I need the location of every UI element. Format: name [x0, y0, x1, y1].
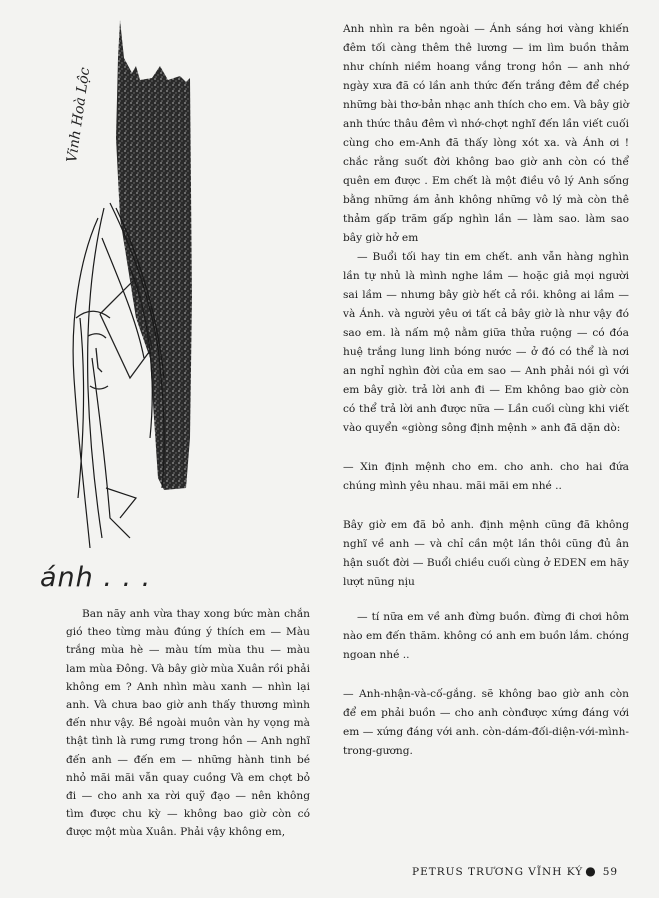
bullet-icon: ●: [585, 864, 597, 878]
right-paragraph-1: Anh nhìn ra bên ngoài — Ánh sáng hơi vàng khiến đêm tối càng thêm thê lương — im lìm buồn thảm như chính niềm hoang vắng trong hồn — anh nhớ ngày xưa đã có lần anh thức đến trắng đêm để chép những bài thơ-bản nhạc anh thích cho em. Và bây giờ anh thức thâu đêm vì nhớ-chợt nghĩ đến lần viết cuối cùng cho em-Anh đã thấy lòng xót xa. và Ánh ơi ! chắc rằng suốt đời không bao giờ anh còn có thể quên em được . Em chết là một điều vô lý Anh sống bằng những ám ảnh không những vô lý mà còn thê thảm gấp trăm gấp nghìn lần — làm sao. làm sao bây giờ hở em: [343, 23, 629, 244]
footer-author: PETRUS TRƯƠNG VĨNH KÝ: [412, 866, 584, 878]
dark-texture-shape: [116, 20, 192, 490]
page-footer: [412, 864, 644, 878]
left-column-text: [66, 605, 310, 842]
left-paragraph: Ban nãy anh vừa thay xong bức màn chắn gió theo từng màu đúng ý thích em — Màu trắng mùa hè — màu tím mùa thu — màu lam mùa Đông. Và bây giờ mùa Xuân rồi phải không em ? Anh nhìn màu xanh — nhìn lại anh. Và chưa bao giờ anh thấy thương mình đến như vậy. Bề ngoài muôn vàn hy vọng mà thật tình là rưng rưng trong hồn — Anh nghĩ đến anh — đến em — những hành tinh bé nhỏ mãi mãi vẫn quay cuồng Và em chợt bỏ đi — cho anh xa rời quỹ đạo — nên không tìm được chu kỳ — không bao giờ còn có được một mùa Xuân. Phải vậy không em,: [66, 608, 310, 839]
page-number: 59: [602, 866, 619, 878]
right-paragraph-6: — Anh-nhận-và-cố-gắng. sẽ không bao giờ anh còn để em phải buồn — cho anh cònđược xứng đáng với em — xứng đáng với anh. còn-dám-đối-diện-với-mình-trong-gương.: [343, 688, 629, 757]
article-title: ánh . . .: [40, 562, 152, 593]
right-paragraph-5: — tí nữa em về anh đừng buồn. đừng đi chơi hôm nào em đến thăm. không có anh em buồn lắm. chóng ngoan nhé ..: [343, 611, 629, 661]
ink-illustration: [40, 18, 240, 553]
svg-text:Vinh Hoà Lộc: Vinh Hoà Lộc: [64, 66, 94, 164]
right-paragraph-4: Bây giờ em đã bỏ anh. định mệnh cũng đã không nghĩ về anh — và chỉ cần một lần thôi cũng đủ ân hận suốt đời — Buổi chiều cuối cùng ở EDEN em hãy lượt nũng nịu: [343, 519, 629, 588]
right-paragraph-2: — Buổi tối hay tin em chết. anh vẫn hàng nghìn lần tự nhủ là mình nghe lầm — hoặc giả mọi người sai lầm — nhưng bây giờ hết cả rồi. không ai lầm — và Ánh. và người yêu ơi tất cả bây giờ là như vậy đó sao em. là nấm mộ nằm giữa thửa ruộng — có đóa huệ trắng lung linh bóng nước — ở đó có thể là nơi an nghỉ nghìn đời của em sao — Anh phải nói gì với em bây giờ. trả lời anh đi — Em không bao giờ còn có thể trả lời anh được nữa — Lần cuối cùng khi viết vào quyển «giòng sông định mệnh » anh đã dặn dò:: [343, 251, 629, 434]
woman-portrait-drawing: [40, 18, 240, 553]
artist-signature: [64, 66, 93, 163]
right-paragraph-3: — Xin định mệnh cho em. cho anh. cho hai đứa chúng mình yêu nhau. mãi mãi em nhé ..: [343, 461, 629, 492]
right-column-text: [343, 20, 629, 761]
